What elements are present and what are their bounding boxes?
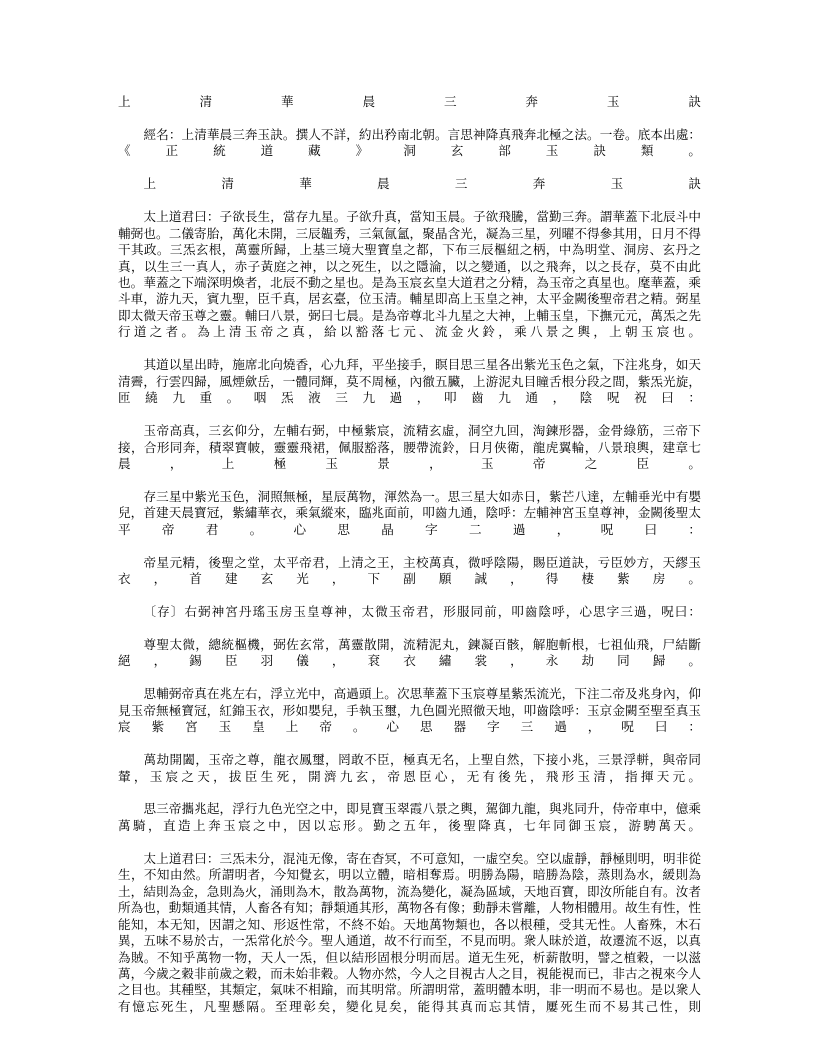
body-paragraph: 太上道君曰：三炁未分，混沌无像，寄在杳冥，不可意知，一虛空矣。空以虛靜，靜極則明，明非從生，不知由然。所謂明者，今知覺玄，明以立體，暗相奪焉。明勝為陽，暗勝為陰，蒸則為水，緩則為土，結則為金，急則為火，涌則為木，散為萬物，流為變化，凝為區域，天地百寶，即汝所能自有。汝者所為也，動類通其情，人畜各有知；靜類通其形，萬物各有像；動靜未嘗離，人物相體用。故生有性，性能知，本无知，因謂之知、形返性常，不終不始。天地萬物類也，各以根種，受其无性。人畜殊，木石異，五味不易於古，一炁常化於今。聖人通道，故不行而至，不見而明。衆人昧於道，故遷流不返，以真為賊。不知乎萬物一物，天人一炁，但以結形固根分明而居。道无生死，析薪散明，譬之植穀，一以滋萬，今歲之穀非前歲之穀，而未始非穀。人物亦然，今人之目視古人之目，視能視而已，非古之視來今人之目也。其種堅，其類定，氣味不相踰，而其明常。所謂明常，蓋明體本明，非一明而不易也。是以衆人有憶忘死生，凡聖懸隔。至理彰矣，變化見矣，能得其真而忘其情，屢死生而不易其己性，則 xyxy=(118,850,701,1014)
body-paragraph xyxy=(118,1032,701,1048)
body-paragraph: 玉帝高真，三玄仰分，左輔右弼，中極紫宸，流精玄虛，洞空九回，淘鍊形器，金骨綠筋，三帝下接，合形同奔，積翠寶帔，靈靈飛裙，佩服豁落，腰帶流鈴，日月俠衛，龍虎翼輪，八景琅輿，建章七晨，上極玉景，玉帝之臣。 xyxy=(118,423,701,471)
body-paragraph: 思三帝攜兆起，浮行九色光空之中，即見寶玉翠霞八景之輿，駕御九龍，與兆同升，侍帝車中，億乘萬騎，直造上奔玉宸之中，因以忘形。勤之五年，後聖降真，七年同御玉宸，游騁萬天。 xyxy=(118,801,701,833)
body-paragraph: 尊聖太微，總統樞機，弼佐玄常，萬靈散開，流精泥丸，鍊凝百骸，解胞斬根，七祖仙飛，尸結斷絕，錫臣羽儀，袞衣繡裳，永劫同歸。 xyxy=(118,636,701,669)
body-paragraph: 太上道君曰：子欲長生，當存九星。子欲升真，當知玉晨。子欲飛騰，當勤三奔。謂華蓋下北辰斗中輔弼也。二儀寄胎，萬化未開，三辰韞秀，三氣氤氳，聚晶含光，凝為三星，列曜不得參其用，日月不得干其政。三炁玄根，萬靈所歸，上基三境大聖寶皇之都，下布三辰樞紐之柄，中為明堂、洞房、玄丹之真，以生三一真人，赤子黃庭之神，以之死生，以之隱淪，以之變通，以之飛奔，以之長存，莫不由此也。華蓋之下端深明煥者，北辰不動之星也。是為玉宸玄皇大道君之分精，為玉帝之真星也。麾華蓋，乘斗車，游九天，賓九聖，臣千真，居玄臺，位玉清。輔星即高上玉皇之神，太平金闕後聖帝君之精。弼星即太微天帝玉尊之靈。輔曰八景，弼曰七晨。是為帝尊北斗九星之大神，上輔玉皇，下撫元元，萬炁之先行道之者。為上清玉帝之真，給以豁落七元、流金火鈴，乘八景之輿，上朝玉宸也。 xyxy=(118,209,701,340)
body-paragraph: 其道以星出時，施席北向燒香，心九拜，平坐接手，瞑目思三星各出紫光玉色之氣，下注兆身，如天清霽，行雲四歸，風煙歛岳，一體同輝，莫不周極，內徹五臟，上游泥丸目瞳舌根分段之間，紫炁光旋，匝繞九重。咽炁液三九過，叩齒九通，陰呪祝曰： xyxy=(118,357,701,406)
document-text-column xyxy=(118,94,701,1048)
body-paragraph: 帝星元精，後聖之堂，太平帝君，上清之王，主校萬真，微呼陰陽，賜臣道訣，亏臣妙方，天繆玉衣，首建玄光，下副願誠，得棲紫房。 xyxy=(118,554,701,587)
body-paragraph: 存三星中紫光玉色，洞照無極，星辰萬物，渾然為一。思三星大如赤日，紫芒八達，左輔垂光中有嬰兒，首建天晨寶冠，紫繡華衣，乘氣縱來，臨兆面前，叩齒九通，陰呼：左輔神宮玉皇尊神，金闕後聖太平帝君。心思晶字二過，呪曰： xyxy=(118,488,701,537)
body-paragraph: 萬劫開闔，玉帝之尊，龍衣鳳璽，罔敢不臣，極真无名，上聖自然，下接小兆，三景浮軿，與帝同輦，玉宸之天，拔臣生死，開濟九玄，帝恩臣心，无有後先，飛形玉清，指揮天元。 xyxy=(118,752,701,784)
scripture-metadata: 經名：上清華晨三奔玉訣。撰人不詳，約出矜南北朝。言思神降真飛奔北極之法。一卷。底本出處：《正統道藏》洞玄部玉訣類。 xyxy=(118,126,701,159)
heading-title: 上清華晨三奔玉訣 xyxy=(118,94,701,109)
inner-title: 上清華晨三奔玉訣 xyxy=(143,176,701,192)
body-paragraph: 思輔弼帝真在兆左右，浮立光中，高過頭上。次思華蓋下玉宸尊星紫炁流光，下注二帝及兆身內，仰見玉帝無極寶冠，紅錦玉衣，形如嬰兒，手執玉璽，九色圓光照徹天地，叩齒陰呼：玉京金闕至聖至真玉宸紫宮玉皇上帝。心思器字三過，呪曰： xyxy=(118,686,701,735)
body-paragraph: 〔存〕右弼神宮丹瑤玉房玉皇尊神，太微玉帝君，形服同前，叩齒陰呼，心思字三過，呪曰： xyxy=(143,604,701,620)
